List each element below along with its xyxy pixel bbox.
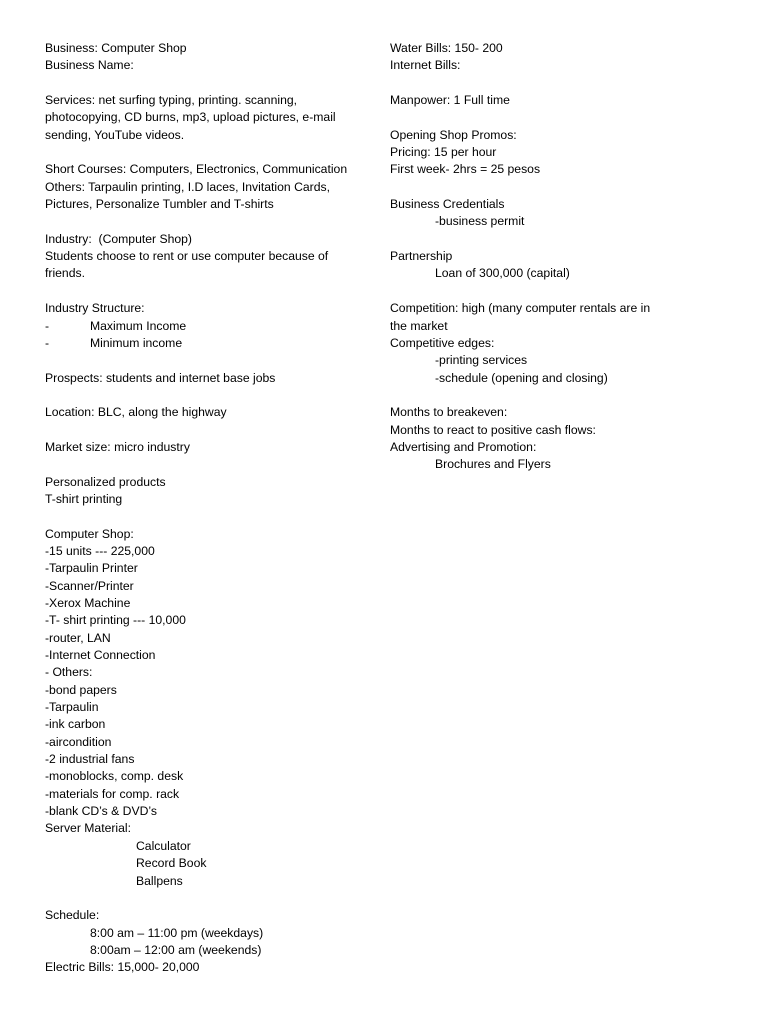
equipment-item: -ink carbon xyxy=(45,717,106,732)
equipment-item: -aircondition xyxy=(45,734,112,749)
industry-description: Students choose to rent or use computer because of xyxy=(45,249,329,264)
industry-structure-heading: Industry Structure: xyxy=(45,301,145,316)
spacer xyxy=(390,109,690,126)
edge-item: -schedule (opening and closing) xyxy=(435,370,608,385)
credentials-heading: Business Credentials xyxy=(390,197,505,212)
industry-line: Industry: (Computer Shop) xyxy=(45,231,192,246)
pricing-line: Pricing: 15 per hour xyxy=(390,145,497,160)
promos-heading: Opening Shop Promos: xyxy=(390,127,517,142)
bullet-dash: - xyxy=(45,318,50,333)
equipment-item: -Tarpaulin Printer xyxy=(45,561,138,576)
server-item: Record Book xyxy=(136,856,207,871)
competition-line: Competition: high (many computer rentals are in xyxy=(390,301,651,316)
structure-item xyxy=(45,335,375,352)
market-size-line: Market size: micro industry xyxy=(45,439,190,454)
spacer xyxy=(45,283,375,300)
spacer xyxy=(45,387,375,404)
spacer xyxy=(45,352,375,369)
prospects-line: Prospects: students and internet base jobs xyxy=(45,370,276,385)
equipment-item: -bond papers xyxy=(45,682,117,697)
left-column xyxy=(45,40,375,977)
spacer xyxy=(45,890,375,907)
business-line: Business: Computer Shop xyxy=(45,41,187,55)
spacer xyxy=(45,144,375,161)
manpower-line: Manpower: 1 Full time xyxy=(390,93,510,108)
schedule-item: 8:00 am – 11:00 pm (weekdays) xyxy=(90,925,264,940)
schedule-item: 8:00am – 12:00 am (weekends) xyxy=(90,942,262,957)
server-item: Calculator xyxy=(136,838,191,853)
spacer xyxy=(390,75,690,92)
structure-item-text: Minimum income xyxy=(90,335,183,350)
equipment-item: -materials for comp. rack xyxy=(45,786,180,801)
first-week-line: First week- 2hrs = 25 pesos xyxy=(390,162,541,177)
equipment-item: -Scanner/Printer xyxy=(45,578,134,593)
equipment-item: -blank CD’s & DVD’s xyxy=(45,804,157,819)
equipment-item: -monoblocks, comp. desk xyxy=(45,769,184,784)
internet-bills-line: Internet Bills: xyxy=(390,58,461,73)
competition-line: the market xyxy=(390,318,448,333)
schedule-heading: Schedule: xyxy=(45,908,100,923)
computer-shop-heading: Computer Shop: xyxy=(45,526,134,541)
structure-item-text: Maximum Income xyxy=(90,318,187,333)
bullet-dash: - xyxy=(45,335,50,350)
react-line: Months to react to positive cash flows: xyxy=(390,422,596,437)
services-line: Services: net surfing typing, printing. scanning, xyxy=(45,93,298,108)
personalized-line: Personalized products xyxy=(45,474,166,489)
spacer xyxy=(45,75,375,92)
server-item: Ballpens xyxy=(136,873,183,888)
spacer xyxy=(390,231,690,248)
services-line: sending, YouTube videos. xyxy=(45,127,185,142)
credentials-item: -business permit xyxy=(435,214,525,229)
breakeven-line: Months to breakeven: xyxy=(390,405,508,420)
tshirt-line: T-shirt printing xyxy=(45,491,123,506)
location-line: Location: BLC, along the highway xyxy=(45,405,227,420)
spacer xyxy=(45,508,375,525)
equipment-item: -Internet Connection xyxy=(45,648,156,663)
spacer xyxy=(45,213,375,230)
partnership-heading: Partnership xyxy=(390,249,453,264)
spacer xyxy=(45,422,375,439)
equipment-item: -Tarpaulin xyxy=(45,700,99,715)
edge-item: -printing services xyxy=(435,353,528,368)
equipment-item: - Others: xyxy=(45,665,93,680)
loan-line: Loan of 300,000 (capital) xyxy=(435,266,570,281)
equipment-item: -2 industrial fans xyxy=(45,752,135,767)
brochures-line: Brochures and Flyers xyxy=(435,457,551,472)
others-line: Others: Tarpaulin printing, I.D laces, Invitation Cards, xyxy=(45,179,330,194)
spacer xyxy=(390,387,690,404)
right-column xyxy=(390,40,690,474)
spacer xyxy=(45,456,375,473)
others-line: Pictures, Personalize Tumbler and T-shirts xyxy=(45,197,274,212)
business-name-line: Business Name: xyxy=(45,58,134,73)
spacer xyxy=(390,179,690,196)
advertising-heading: Advertising and Promotion: xyxy=(390,439,537,454)
spacer xyxy=(390,283,690,300)
water-bills-line: Water Bills: 150- 200 xyxy=(390,41,503,55)
industry-description: friends. xyxy=(45,266,85,281)
equipment-item: -T- shirt printing --- 10,000 xyxy=(45,613,186,628)
equipment-item: -router, LAN xyxy=(45,630,111,645)
equipment-item: -Xerox Machine xyxy=(45,596,131,610)
short-courses-line: Short Courses: Computers, Electronics, Communication xyxy=(45,162,348,177)
structure-item xyxy=(45,318,375,335)
server-material-heading: Server Material: xyxy=(45,821,132,836)
equipment-item: -15 units --- 225,000 xyxy=(45,543,155,558)
edges-heading: Competitive edges: xyxy=(390,335,495,350)
electric-bills-line: Electric Bills: 15,000- 20,000 xyxy=(45,960,200,975)
services-line: photocopying, CD burns, mp3, upload pictures, e-mail xyxy=(45,110,336,125)
